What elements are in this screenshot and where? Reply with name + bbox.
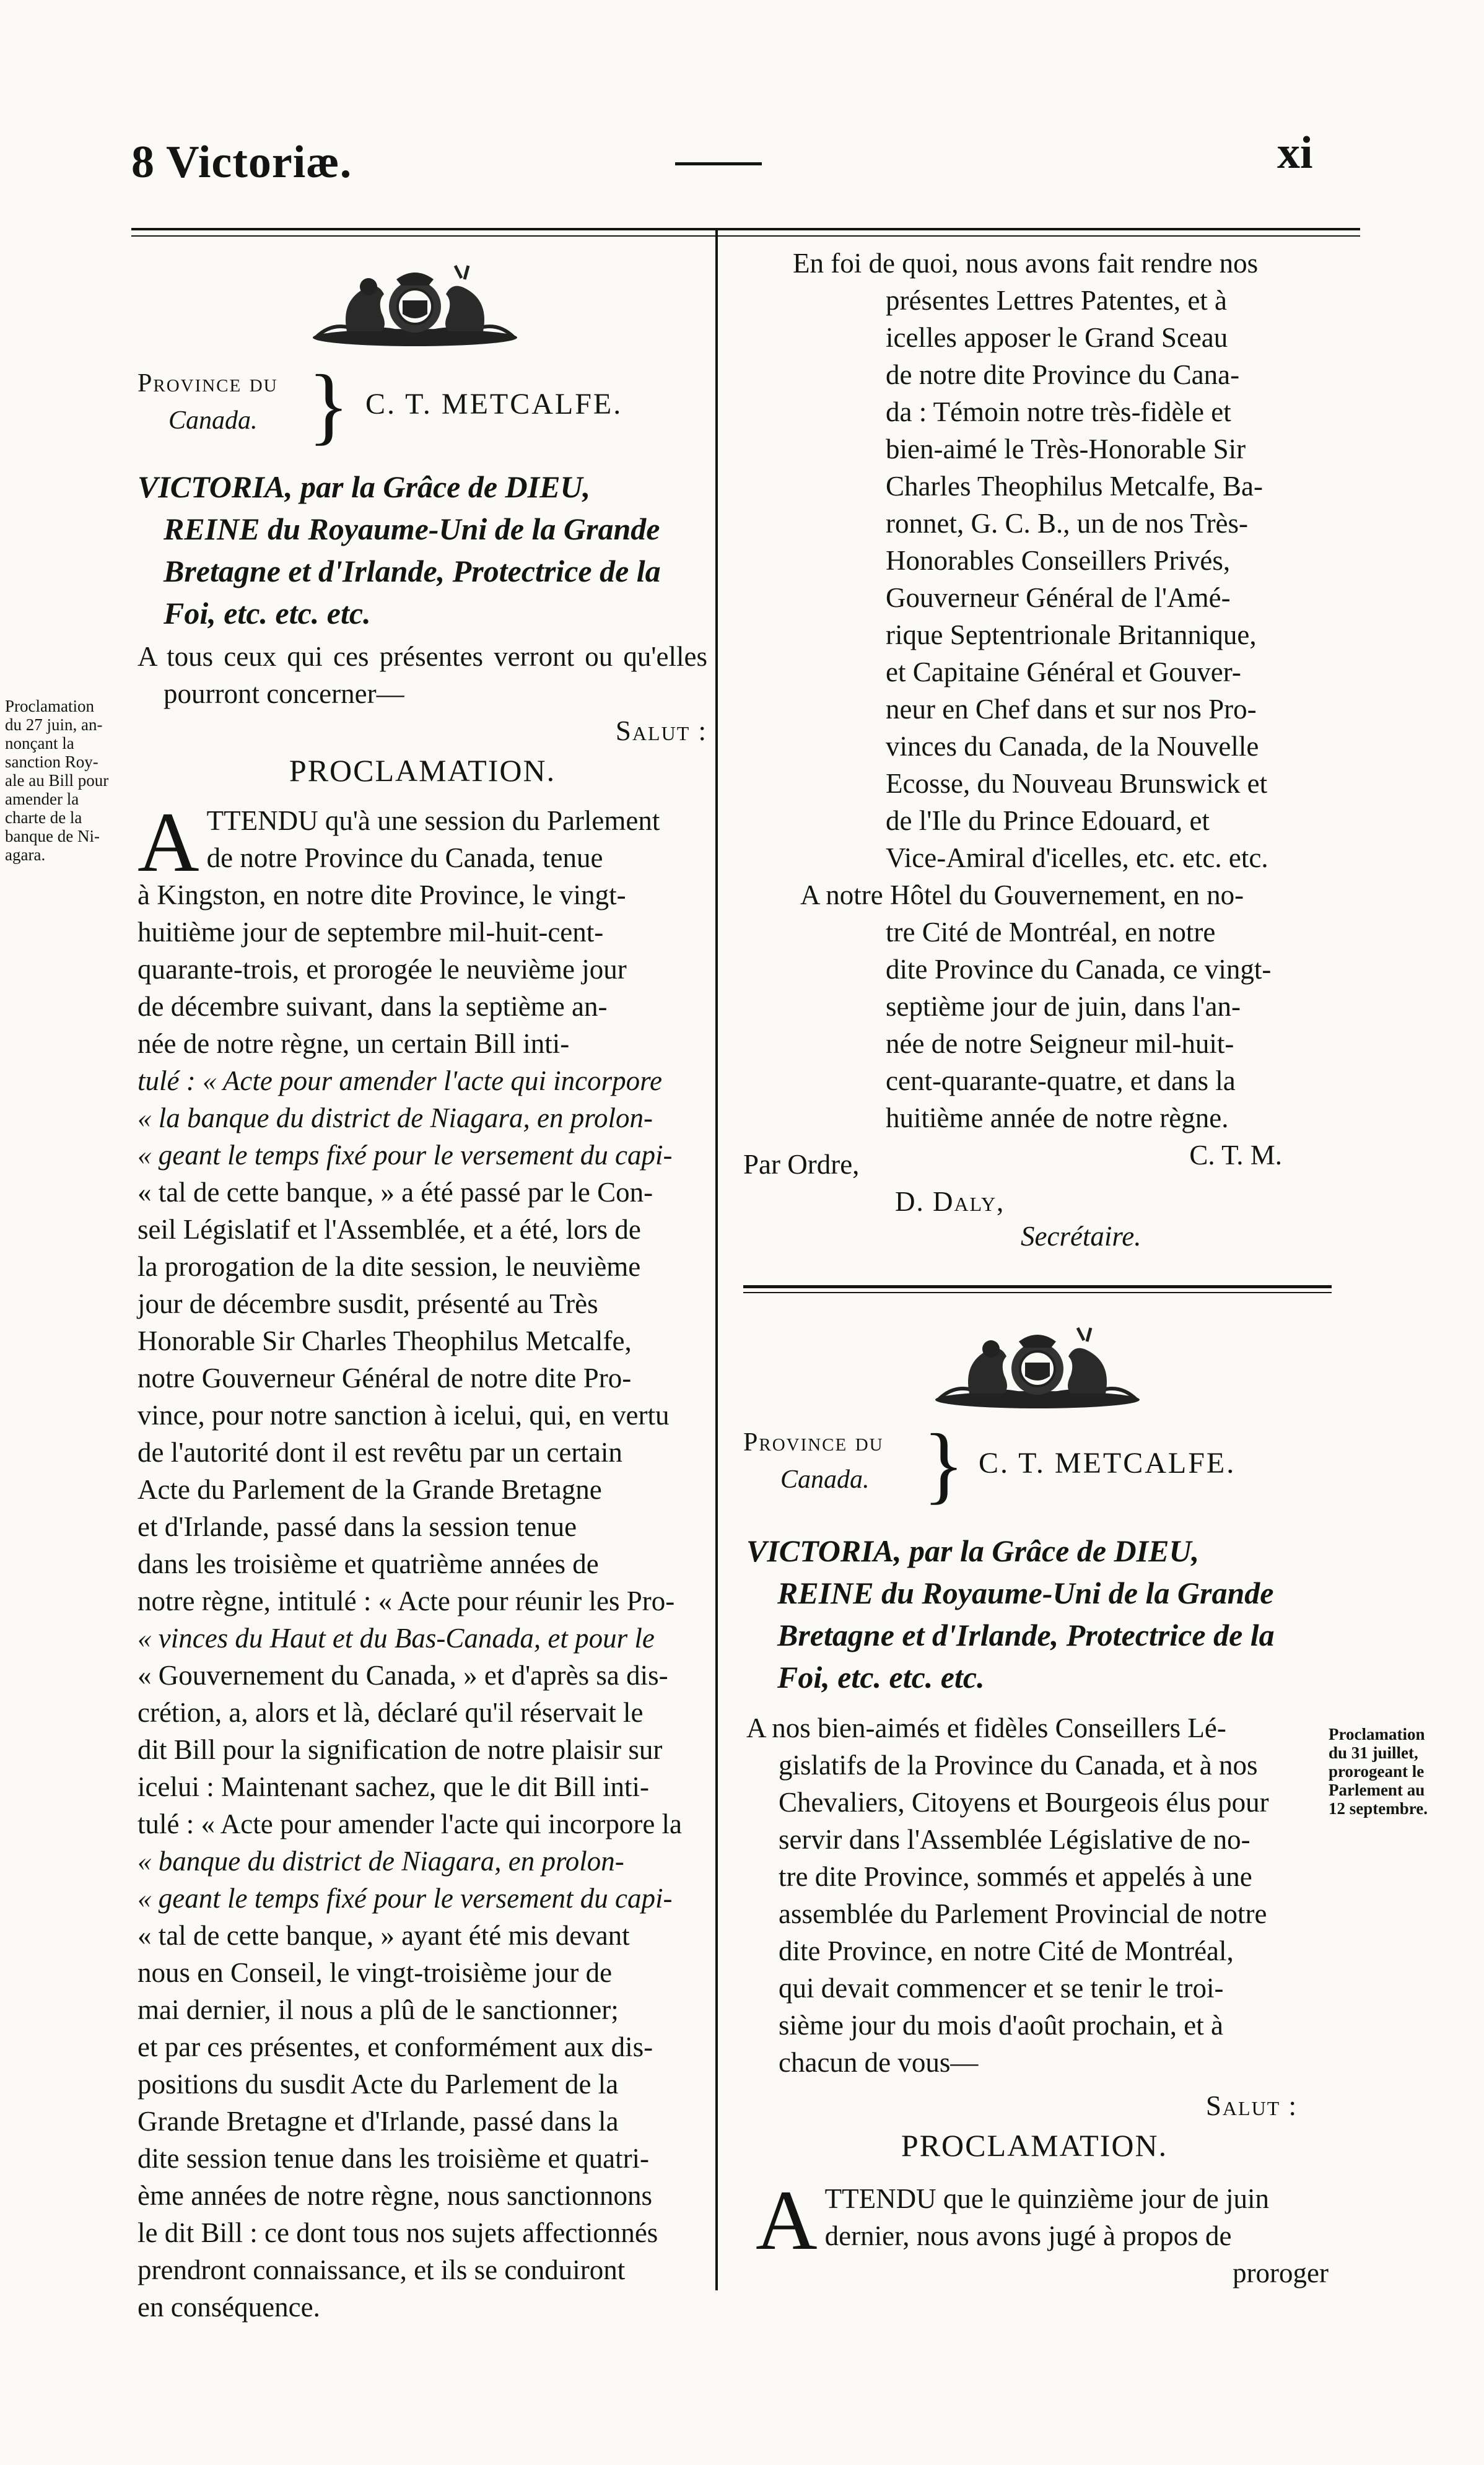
province-label: Province du [743, 1428, 884, 1457]
proclamation-heading-left: PROCLAMATION. [289, 753, 556, 788]
royal-coat-of-arms-icon [932, 1325, 1143, 1412]
header-rule [131, 228, 1360, 230]
address-left: A tous ceux qui ces présentes verront ou qu'elles pourront concerner— Salut : [137, 638, 707, 749]
brace: } [308, 357, 350, 453]
par-ordre: Par Ordre, [743, 1149, 860, 1180]
salut-right: Salut : [1205, 2090, 1298, 2121]
brace: } [923, 1416, 965, 1512]
proclamation-heading-right: PROCLAMATION. [901, 2128, 1168, 2163]
dropcap-right: A [756, 2173, 818, 2267]
page-number: xi [1277, 128, 1313, 178]
letters-patent-body: En foi de quoi, nous avons fait rendre nos présentes Lettres Patentes, et à icelles apposer le Grand Sceau de notre dite Province du Cana- da : Témoin notre très-fidèle et bien-aimé le Très-Honorable Sir Charles Theophilus Metcalfe, Ba- ronnet, G. C. B., un de nos Très- Honorables Conseillers Privés, Gouverneur Général de l'Amé- rique Septentrionale Britannique, et Capitaine Général et Gouver- neur en Chef dans et sur nos Pro- vinces du Canada, de la Nouvelle Ecosse, du Nouveau Brunswick et de l'Ile du Prince Edouard, et Vice-Amiral d'icelles, etc. etc. etc. A notre Hôtel du Gouvernement, en no- tre Cité de Montréal, en notre dite Province du Canada, ce vingt- septième jour de juin, dans l'an- née de notre Seigneur mil-huit- cent-quarante-quatre, et dans la huitième année de notre règne. C. T. M. [793, 245, 1319, 1174]
dropcap-left: A [137, 795, 199, 889]
header-dash [675, 162, 762, 165]
section-rule [743, 1285, 1332, 1288]
left-margin-note: Proclamation du 27 juin, an- nonçant la sanction Roy- ale au Bill pour amender la charte de la banque de Ni- agara. [5, 697, 109, 864]
running-head-left: 8 Victoriæ. [131, 137, 352, 188]
proclamation-body-right: A TTENDU que le quinzième jour de juin dernier, nous avons jugé à propos de proroger [756, 2180, 1329, 2292]
province-name: Canada. [780, 1465, 870, 1494]
proclamation-body-left: A TTENDU qu'à une session du Parlement de notre Province du Canada, tenue à Kingston, en notre dite Province, le vingt- huitième jour de septembre mil-huit-cent- quarante-trois, et prorogée le neuvième jour de décembre suivant, dans la septième an- née de notre règne, un certain Bill inti- tulé : « Acte pour amender l'acte qui incorpore « la banque du district de Niagara, en prolon- « geant le temps fixé pour le versement du capi- « tal de cette banque, » a été passé par le Con- seil Législatif et l'Assemblée, et a été, lors de la prorogation de la dite session, le neuvième jour de décembre susdit, présenté au Très Honorable Sir Charles Theophilus Metcalfe, notre Gouverneur Général de notre dite Pro- vince, pour notre sanction à icelui, qui, en vertu de l'autorité dont il est revêtu par un certain Acte du Parlement de la Grande Bretagne et d'Irlande, passé dans la session tenue dans les troisième et quatrième années de notre règne, intitulé : « Acte pour réunir les Pro- « vinces du Haut et du Bas-Canada, et pour le « Gouvernement du Canada, » et d'après sa dis- crétion, a, alors et là, déclaré qu'il réservait le dit Bill pour la signification de notre plaisir sur icelui : Maintenant sachez, que le dit Bill inti- tulé : « Acte pour amender l'acte qui incorpore la « banque du district de Niagara, en prolon- « geant le temps fixé pour le versement du capi- « tal de cette banque, » ayant été mis devant nous en Conseil, le vingt-troisième jour de mai dernier, il nous a plû de le sanctionner; et par ces présentes, et conformément aux dis- positions du susdit Acte du Parlement de la Grande Bretagne et d'Irlande, passé dans la dite session tenue dans les troisième et quatri- ème années de notre règne, nous sanctionnons le dit Bill : ce dont tous nos sujets affectionnés prendront connaissance, et ils se conduiront en conséquence. [137, 795, 683, 2323]
province-header-right [743, 1416, 1332, 1527]
address-right: A nos bien-aimés et fidèles Conseillers Lé- gislatifs de la Province du Canada, et à nos Chevaliers, Citoyens et Bourgeois élus pour servir dans l'Assemblée Législative de no- tre dite Province, sommés et appelés à une assemblée du Parlement Provincial de notre dite Province, en notre Cité de Montréal, qui devait commencer et se tenir le troi- sième jour du mois d'août prochain, et à chacun de vous— Salut : [746, 1709, 1322, 2124]
signer: D. Daly, [895, 1186, 1005, 1217]
right-margin-note: Proclamation du 31 juillet, prorogeant le Parlement au 12 septembre. [1329, 1725, 1428, 1818]
header-rule-thin [131, 235, 1360, 237]
catchword: proroger [1233, 2258, 1329, 2288]
initials: C. T. M. [1189, 1140, 1282, 1171]
signatory: C. T. METCALFE. [365, 388, 623, 421]
section-rule-thin [743, 1292, 1332, 1293]
province-name: Canada. [168, 406, 258, 435]
royal-title-left: VICTORIA, par la Grâce de DIEU, REINE du Royaume-Uni de la Grande Bretagne et d'Irlande, Protectrice de la Foi, etc. etc. etc. [137, 469, 661, 630]
royal-coat-of-arms-icon [310, 263, 520, 350]
province-header-left [137, 357, 720, 468]
royal-title-right: VICTORIA, par la Grâce de DIEU, REINE du Royaume-Uni de la Grande Bretagne et d'Irlande, Protectrice de la Foi, etc. etc. etc. [746, 1534, 1275, 1695]
signatory: C. T. METCALFE. [979, 1447, 1236, 1480]
signer-title: Secrétaire. [1021, 1221, 1141, 1252]
province-label: Province du [137, 369, 278, 398]
salut-left: Salut : [615, 715, 707, 746]
